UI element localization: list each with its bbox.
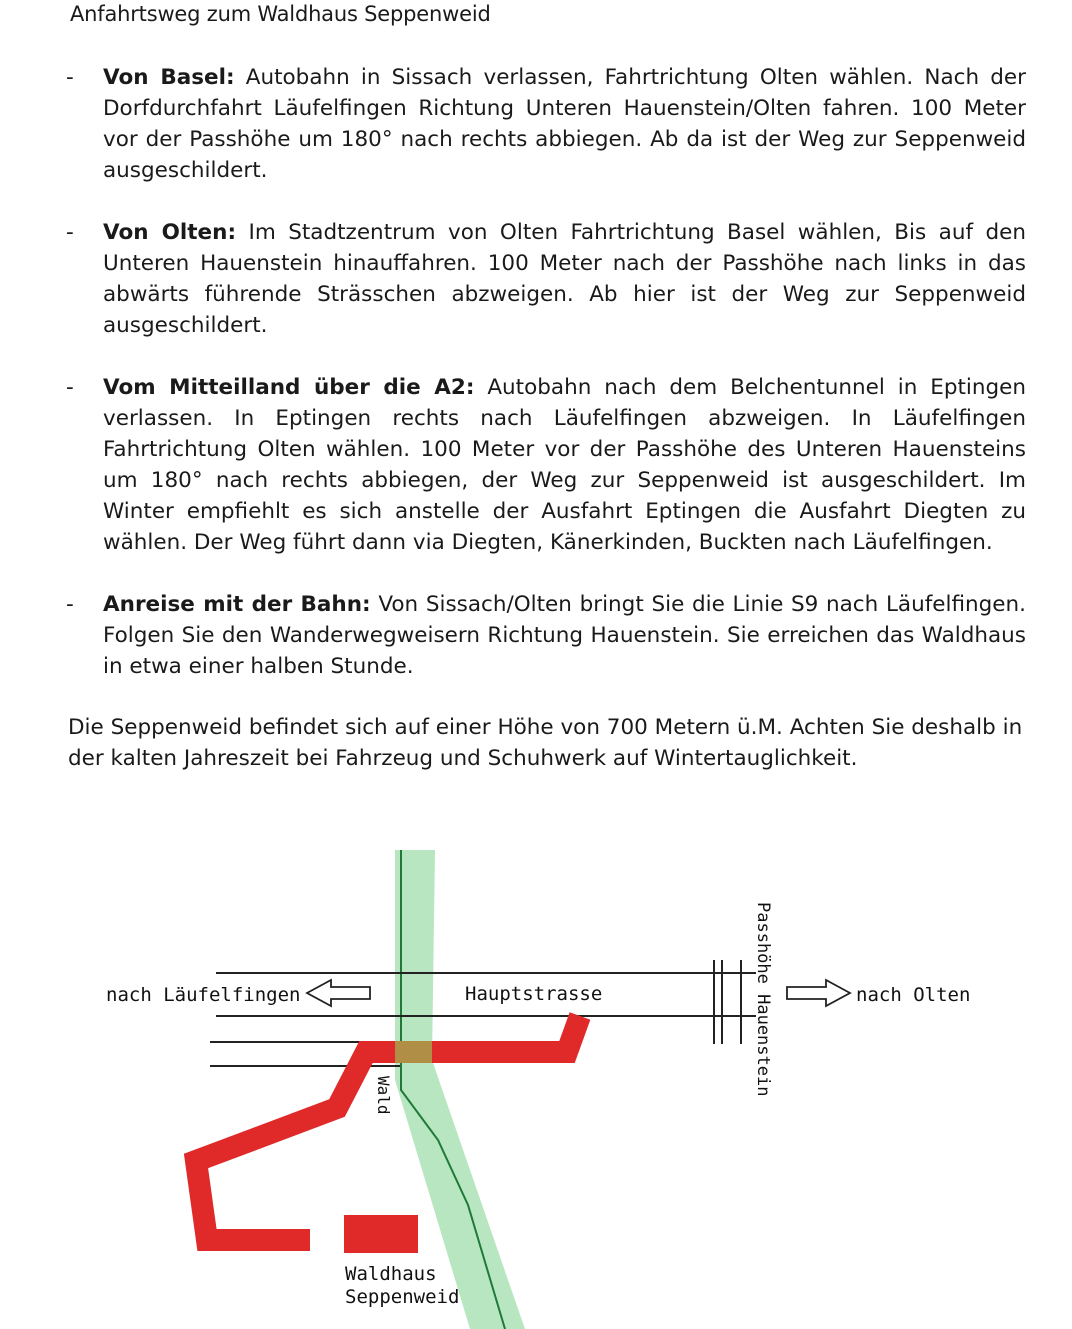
direction-text: Autobahn nach dem Belchentunnel in Eptingen verlassen. In Eptingen rechts nach Läufelfingen abzweigen. In Läufelfingen Fahrtrichtung Olten wählen. 100 Meter vor der Passhöhe des Unteren Hauensteins um 180° nach rechts abbiegen, der Weg zur Seppenweid ist ausgeschildert. Im Winter empfiehlt es sich anstelle der Ausfahrt Eptingen die Ausfahrt Diegten zu wählen. Der Weg führt dann via Diegten, Känerkinden, Buckten nach Läufelfingen. <box>103 375 1026 555</box>
route-path <box>196 1016 580 1240</box>
direction-mittelland <box>66 372 1026 558</box>
label-waldhaus: Waldhaus <box>345 1263 437 1285</box>
directions-map <box>0 830 1072 1329</box>
direction-heading: Anreise mit der Bahn: <box>103 592 371 617</box>
direction-text: Im Stadtzentrum von Olten Fahrtrichtung Basel wählen, Bis auf den Unteren Hauenstein hinauffahren. 100 Meter nach der Passhöhe nach links in das abwärts führende Strässchen abzweigen. Ab hier ist der Weg zur Seppenweid ausgeschildert. <box>103 220 1026 338</box>
label-passhoehe: Passhöhe Hauenstein <box>753 902 773 1097</box>
direction-basel <box>66 62 1026 186</box>
bullet-dash: - <box>66 375 74 400</box>
waldhaus-marker <box>344 1215 418 1253</box>
bullet-dash: - <box>66 65 74 90</box>
direction-olten <box>66 217 1026 341</box>
label-hauptstrasse: Hauptstrasse <box>465 983 603 1005</box>
forest-band <box>395 850 525 1329</box>
label-nach-laeufelfingen: nach Läufelfingen <box>106 984 301 1006</box>
bullet-dash: - <box>66 592 74 617</box>
direction-bahn <box>66 589 1026 682</box>
direction-heading: Von Basel: <box>103 65 235 90</box>
direction-heading: Von Olten: <box>103 220 237 245</box>
label-nach-olten: nach Olten <box>856 984 971 1006</box>
direction-heading: Vom Mitteilland über die A2: <box>103 375 475 400</box>
arrow-left-icon <box>307 980 370 1006</box>
label-wald: Wald <box>374 1076 393 1115</box>
document-title: Anfahrtsweg zum Waldhaus Seppenweid <box>70 2 491 26</box>
directions-list <box>66 62 1026 713</box>
route-forest-crossing <box>395 1041 432 1063</box>
arrow-right-icon <box>787 980 850 1006</box>
direction-text: Von Sissach/Olten bringt Sie die Linie S9 nach Läufelfingen. Folgen Sie den Wanderwegweisern Richtung Hauenstein. Sie erreichen das Waldhaus in etwa einer halben Stunde. <box>103 592 1026 679</box>
bullet-dash: - <box>66 220 74 245</box>
altitude-note: Die Seppenweid befindet sich auf einer Höhe von 700 Metern ü.M. Achten Sie deshalb in der kalten Jahreszeit bei Fahrzeug und Schuhwerk auf Wintertauglichkeit. <box>68 715 1023 771</box>
label-seppenweid: Seppenweid <box>345 1286 460 1308</box>
direction-text: Autobahn in Sissach verlassen, Fahrtrichtung Olten wählen. Nach der Dorfdurchfahrt Läufelfingen Richtung Unteren Hauenstein/Olten fahren. 100 Meter vor der Passhöhe um 180° nach rechts abbiegen. Ab da ist der Weg zur Seppenweid ausgeschildert. <box>103 65 1026 183</box>
